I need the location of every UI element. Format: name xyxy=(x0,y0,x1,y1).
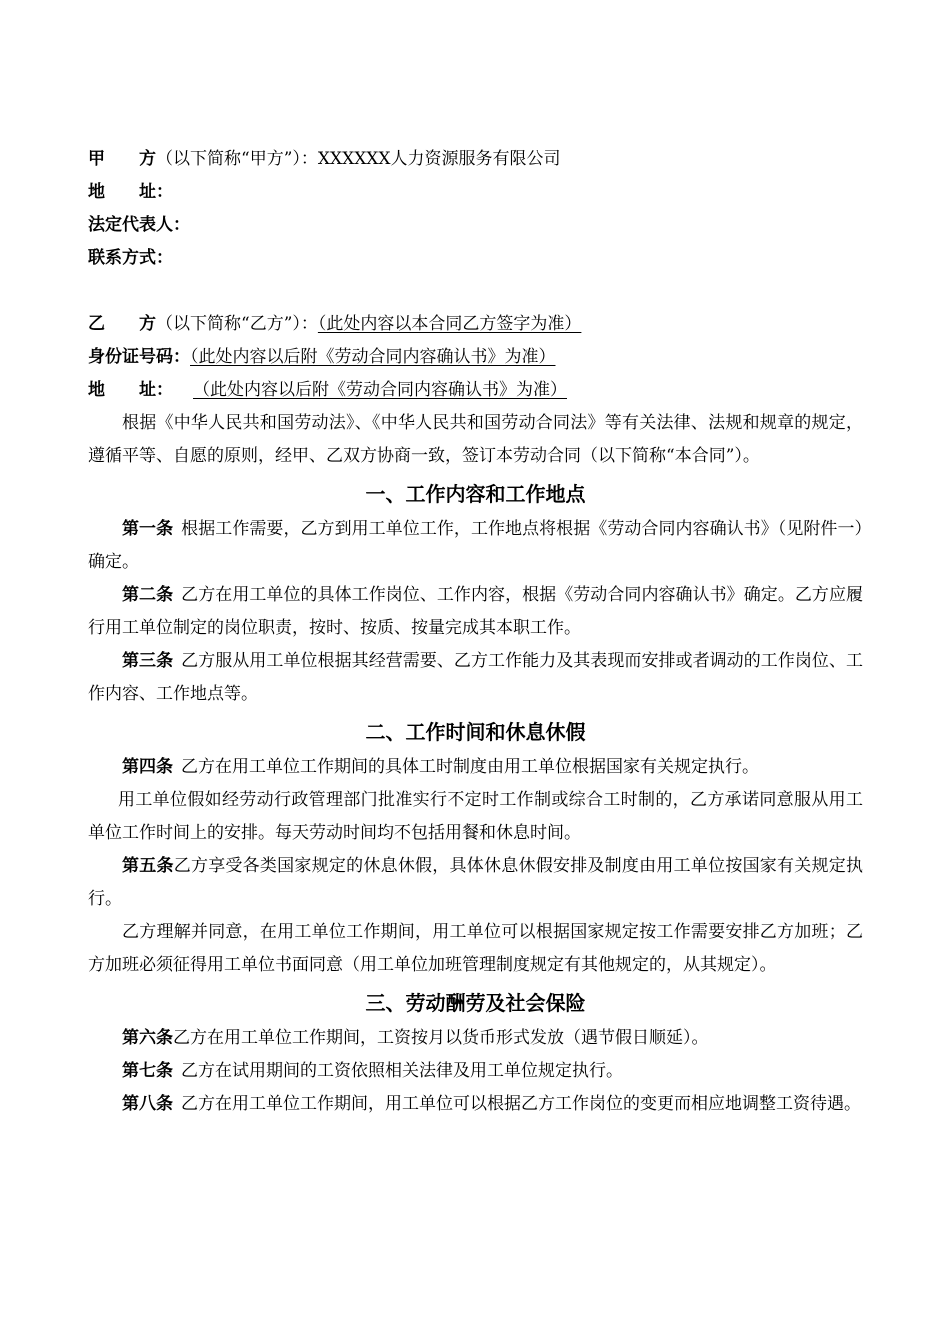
party-b-desc: （以下简称“乙方”）： xyxy=(156,314,318,334)
spacer xyxy=(88,275,863,308)
article-5-text: 乙方享受各类国家规定的休息休假，具体休息休假安排及制度由用工单位按国家有关规定执行。 xyxy=(88,856,864,909)
party-b-address-label: 地 址： xyxy=(88,380,173,400)
contract-body xyxy=(88,143,863,1121)
party-a-address: 地 址： xyxy=(88,182,173,202)
article-2-label: 第二条 xyxy=(122,585,174,605)
article-3-label: 第三条 xyxy=(122,651,174,671)
party-a-desc: （以下简称“甲方”）：XXXXXX人力资源服务有限公司 xyxy=(156,149,561,169)
article-5 xyxy=(88,850,863,916)
party-b-id-label: 身份证号码： xyxy=(88,347,190,367)
section-2-title: 二、工作时间和休息休假 xyxy=(365,720,586,744)
article-8-text: 乙方在用工单位工作期间，用工单位可以根据乙方工作岗位的变更而相应地调整工资待遇。 xyxy=(181,1094,861,1114)
intro-paragraph: 根据《中华人民共和国劳动法》、《中华人民共和国劳动合同法》等有关法律、法规和规章的规定，遵循平等、自愿的原则，经甲、乙双方协商一致，签订本劳动合同（以下简称“本合同”）。 xyxy=(88,413,863,466)
article-7-label: 第七条 xyxy=(122,1061,173,1081)
article-5-paragraph-2: 乙方理解并同意，在用工单位工作期间，用工单位可以根据国家规定按工作需要安排乙方加班；乙方加班必须征得用工单位书面同意（用工单位加班管理制度规定有其他规定的，从其规定）。 xyxy=(88,922,863,975)
article-4-paragraph-2: 用工单位假如经劳动行政管理部门批准实行不定时工作制或综合工时制的，乙方承诺同意服从用工单位工作时间上的安排。每天劳动时间均不包括用餐和休息时间。 xyxy=(88,790,863,843)
section-3-title: 三、劳动酬劳及社会保险 xyxy=(365,991,586,1015)
article-7-text: 乙方在试用期间的工资依照相关法律及用工单位规定执行。 xyxy=(181,1061,623,1081)
article-1 xyxy=(88,513,863,579)
party-b-id-line xyxy=(88,341,863,374)
article-2 xyxy=(88,579,863,645)
party-b-line xyxy=(88,308,863,341)
party-b-id-value: （此处内容以后附《劳动合同内容确认书》为准） xyxy=(190,347,556,367)
party-b-label: 乙 方 xyxy=(88,314,156,334)
article-3-text: 乙方服从用工单位根据其经营需要、乙方工作能力及其表现而安排或者调动的工作岗位、工作内容、工作地点等。 xyxy=(88,651,863,704)
article-6-label: 第六条 xyxy=(122,1028,173,1048)
article-5-label: 第五条 xyxy=(122,856,174,876)
article-1-text: 根据工作需要，乙方到用工单位工作，工作地点将根据《劳动合同内容确认书》（见附件一）确定。 xyxy=(88,519,864,572)
article-4 xyxy=(88,751,863,784)
article-1-label: 第一条 xyxy=(122,519,174,539)
party-a-contact: 联系方式： xyxy=(88,248,173,268)
party-b-address-value: （此处内容以后附《劳动合同内容确认书》为准） xyxy=(193,380,567,400)
party-b-address-line xyxy=(88,374,863,407)
section-1-title: 一、工作内容和工作地点 xyxy=(365,482,586,506)
article-6-text: 乙方在用工单位工作期间，工资按月以货币形式发放（遇节假日顺延）。 xyxy=(173,1028,709,1048)
party-b-name-value: （此处内容以本合同乙方签字为准） xyxy=(317,314,582,334)
party-a-label: 甲 方 xyxy=(88,149,156,169)
article-4-text: 乙方在用工单位工作期间的具体工时制度由用工单位根据国家有关规定执行。 xyxy=(181,757,759,777)
article-2-text: 乙方在用工单位的具体工作岗位、工作内容，根据《劳动合同内容确认书》确定。乙方应履行用工单位制定的岗位职责，按时、按质、按量完成其本职工作。 xyxy=(88,585,863,638)
party-a-representative: 法定代表人： xyxy=(88,215,190,235)
article-8-label: 第八条 xyxy=(122,1094,173,1114)
party-a-line xyxy=(88,143,863,176)
article-6 xyxy=(88,1022,863,1055)
article-8 xyxy=(88,1088,863,1121)
article-4-label: 第四条 xyxy=(122,757,173,777)
article-7 xyxy=(88,1055,863,1088)
article-3 xyxy=(88,645,863,711)
